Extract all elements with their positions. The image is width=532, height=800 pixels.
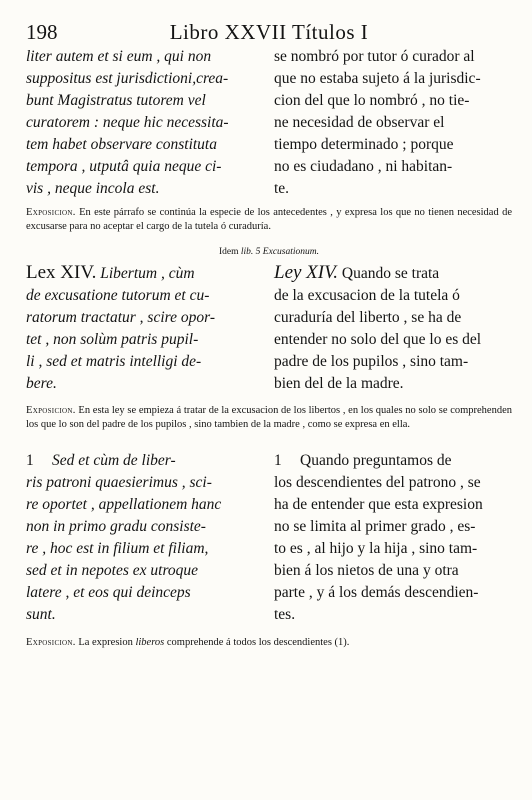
latin-line: latere , et eos qui deinceps [26, 584, 191, 601]
spanish-line: se nombró por tutor ó curador al [274, 48, 475, 65]
spanish-column-par1 [274, 450, 512, 626]
emphasized-term: liberos [135, 637, 165, 648]
spanish-line: bien á los nietos de una y otra [274, 562, 459, 579]
exposicion-label: Exposicion. [26, 207, 76, 218]
spanish-line: padre de los pupilos , sino tam- [274, 353, 469, 370]
spanish-first: Quando preguntamos de [300, 452, 452, 469]
latin-line: non in primo gradu consiste- [26, 518, 206, 535]
latin-line: bere. [26, 375, 57, 392]
paragraph-number: 1 [274, 452, 282, 469]
exposicion-note: Exposicion. La expresion liberos comprehende á todos los descendientes (1). [26, 637, 350, 648]
spanish-line: to es , al hijo y la hija , sino tam- [274, 540, 478, 557]
spanish-line: ha de entender que esta expresion [274, 496, 483, 513]
spanish-column-continuation [274, 46, 512, 200]
spanish-line [274, 450, 512, 472]
spanish-line: no es ciudadano , ni habitan- [274, 158, 453, 175]
latin-first: Libertum , cùm [100, 265, 195, 282]
page-header [26, 20, 512, 46]
exposicion-text: En esta ley se empieza á tratar de la excusacion de los libertos , en los quales no solo se comprehenden los que lo son del padre de los pupilos , sino tambien de la madre , como se expresa en ella. [26, 405, 512, 430]
page-number: 198 [26, 20, 58, 44]
exposicion-note [26, 206, 512, 234]
latin-line: li , sed et matris intelligi de- [26, 353, 202, 370]
spanish-first: Quando se trata [341, 265, 440, 282]
latin-column-par1 [26, 450, 266, 626]
spanish-column-lex14 [274, 262, 512, 395]
latin-line: de excusatione tutorum et cu- [26, 287, 210, 304]
latin-line: liter autem et si eum , qui non [26, 48, 212, 65]
latin-line [26, 450, 266, 472]
lex-heading: Lex XIV. [26, 262, 97, 283]
latin-line: tempora , utputâ quia neque ci- [26, 158, 222, 175]
spanish-line: te. [274, 180, 290, 197]
spanish-line: ne necesidad de observar el [274, 114, 445, 131]
ley-heading: Ley XIV. [274, 262, 339, 283]
spanish-line: de la excusacion de la tutela ó [274, 287, 460, 304]
latin-line: curatorem : neque hic necessita- [26, 114, 229, 131]
exposicion-label: Exposicion. [26, 637, 76, 648]
source-citation [26, 247, 512, 257]
exposicion-label: Exposicion. [26, 405, 76, 416]
latin-first: Sed et cùm de liber- [52, 452, 176, 469]
latin-column-lex14 [26, 262, 266, 395]
spanish-line [274, 262, 512, 285]
latin-line: bunt Magistratus tutorem vel [26, 92, 206, 109]
citation-ref: lib. 5 Excusationum. [240, 247, 319, 257]
spanish-line: tiempo determinado ; porque [274, 136, 454, 153]
exposicion-note [26, 404, 512, 432]
spanish-line: curaduría del liberto , se ha de [274, 309, 462, 326]
running-head: Libro XXVII Títulos I [169, 20, 369, 44]
latin-column-continuation [26, 46, 266, 200]
spanish-line: no se limita al primer grado , es- [274, 518, 476, 535]
exposicion-text: En este párrafo se continúa la especie de los antecedentes , y expresa los que no tienen necesidad de excusarse para no aceptar el cargo de la tutela ó curaduría. [26, 207, 512, 232]
latin-line: ris patroni quaesierimus , sci- [26, 474, 212, 491]
latin-line: vis , neque incola est. [26, 180, 160, 197]
spanish-line: tes. [274, 606, 296, 623]
latin-line: re oportet , appellationem hanc [26, 496, 222, 513]
citation-author: Idem [218, 247, 239, 257]
spanish-line: que no estaba sujeto á la jurisdic- [274, 70, 481, 87]
spanish-line: entender no solo del que lo es del [274, 331, 482, 348]
latin-line: sunt. [26, 606, 56, 623]
paragraph-number: 1 [26, 452, 34, 469]
spanish-line: cion del que lo nombró , no tie- [274, 92, 470, 109]
book-page [26, 0, 512, 800]
latin-line: re , hoc est in filium et filiam, [26, 540, 209, 557]
latin-line: suppositus est jurisdictioni,crea- [26, 70, 229, 87]
spanish-line: parte , y á los demás descendien- [274, 584, 479, 601]
latin-line: sed et in nepotes ex utroque [26, 562, 199, 579]
spanish-line: los descendientes del patrono , se [274, 474, 481, 491]
latin-line: tet , non solùm patris pupil- [26, 331, 199, 348]
latin-line: ratorum tractatur , scire opor- [26, 309, 215, 326]
latin-line [26, 262, 266, 285]
latin-line: tem habet observare constituta [26, 136, 217, 153]
spanish-line: bien del de la madre. [274, 375, 404, 392]
